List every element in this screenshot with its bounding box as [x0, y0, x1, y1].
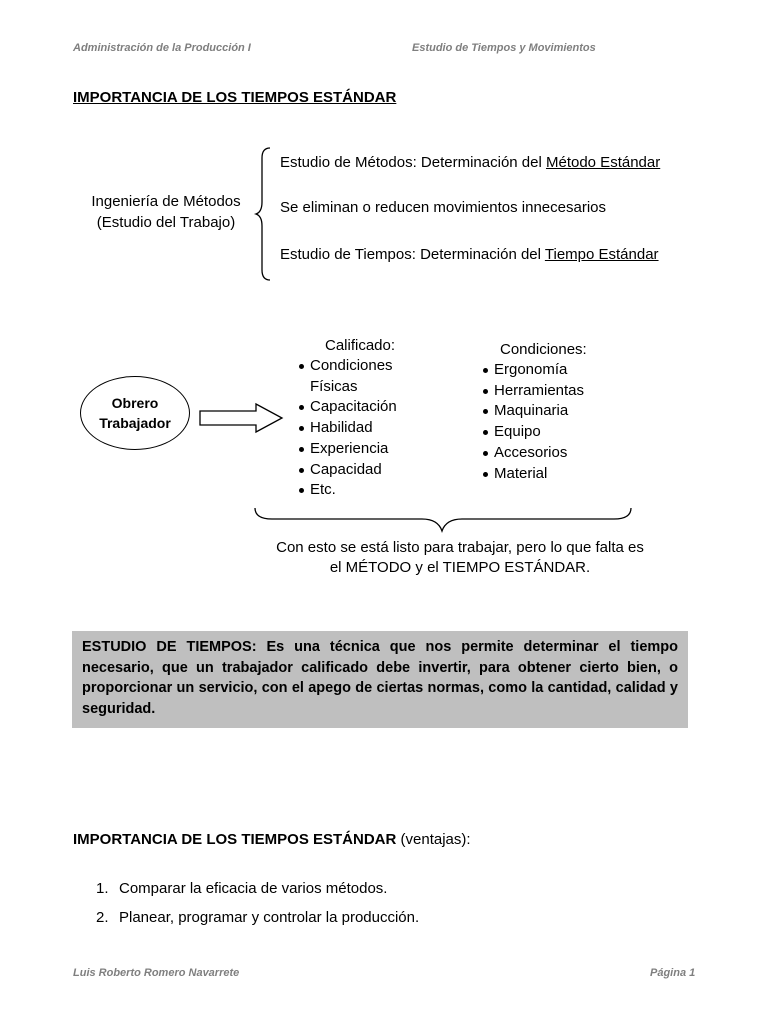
list-item: Equipo	[482, 422, 584, 443]
list-item: 2. Planear, programar y controlar la producción.	[96, 909, 420, 926]
list-item: Condiciones Físicas	[298, 356, 397, 397]
list-item: Capacitación	[298, 397, 397, 418]
calificado-title: Calificado:	[325, 337, 396, 354]
footer-author: Luis Roberto Romero Navarrete	[73, 967, 240, 979]
header-left: Administración de la Producción I	[73, 42, 251, 54]
ventajas-list	[96, 874, 419, 932]
list-item: Accesorios	[482, 443, 584, 464]
list-item: Material	[482, 464, 584, 485]
list-item: Habilidad	[298, 418, 397, 439]
section2-heading: IMPORTANCIA DE LOS TIEMPOS ESTÁNDAR (ventajas):	[73, 831, 471, 848]
list-item: Capacidad	[298, 460, 397, 481]
obrero-trabajador-oval: Obrero Trabajador	[80, 376, 190, 450]
diagram2-conclusion: Con esto se está listo para trabajar, pero lo que falta es el MÉTODO y el TIEMPO ESTÁNDAR.	[276, 539, 644, 576]
bottom-curly-brace	[252, 505, 636, 535]
diagram1-item2: Se eliminan o reducen movimientos innecesarios	[280, 199, 607, 216]
left-curly-brace	[252, 146, 276, 282]
right-arrow-icon	[198, 402, 286, 436]
list-item: Herramientas	[482, 381, 584, 402]
diagram1-item1: Estudio de Métodos: Determinación del Método Estándar	[280, 154, 661, 171]
definition-term: ESTUDIO DE TIEMPOS:	[82, 639, 257, 655]
ingenieria-metodos-label: Ingeniería de Métodos (Estudio del Trabajo)	[91, 193, 241, 231]
diagram1-item3: Estudio de Tiempos: Determinación del Tiempo Estándar	[280, 246, 659, 263]
definition-text: Es una técnica que nos permite determinar el tiempo necesario, que un trabajador calificado debe invertir, para obtener cierto bien, o proporcionar un servicio, con el apego de ciertas normas, como la cantidad, calidad y seguridad.	[82, 639, 678, 717]
calificado-list	[298, 356, 397, 501]
list-item: 1. Comparar la eficacia de varios métodos.	[96, 880, 388, 897]
condiciones-list	[482, 360, 584, 484]
list-item: Maquinaria	[482, 401, 584, 422]
list-item: Experiencia	[298, 439, 397, 460]
footer-page-number: Página 1	[650, 967, 696, 979]
definition-box	[72, 631, 688, 728]
header-right: Estudio de Tiempos y Movimientos	[412, 42, 596, 54]
page-title: IMPORTANCIA DE LOS TIEMPOS ESTÁNDAR	[73, 89, 397, 106]
list-item: Ergonomía	[482, 360, 584, 381]
condiciones-title: Condiciones:	[500, 341, 587, 358]
list-item: Etc.	[298, 480, 397, 501]
